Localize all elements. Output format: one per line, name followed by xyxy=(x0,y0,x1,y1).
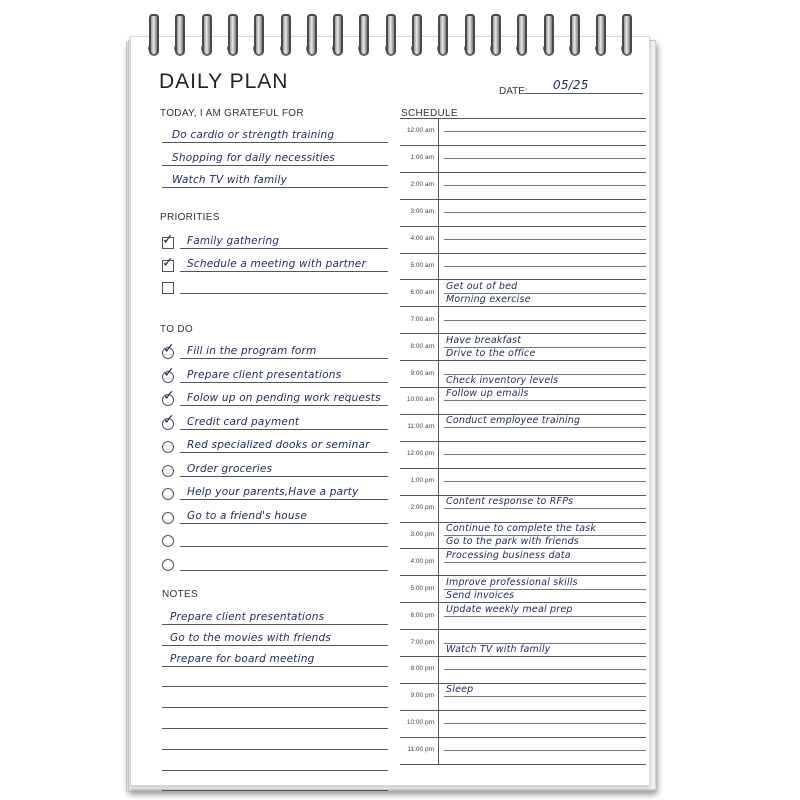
writing-line xyxy=(180,476,388,477)
hour-line xyxy=(400,226,646,227)
note-entry[interactable]: Prepare for board meeting xyxy=(170,652,315,665)
spiral-ring xyxy=(567,14,580,60)
wire-coil xyxy=(386,14,396,56)
spiral-ring xyxy=(619,14,632,60)
date-label: DATE: xyxy=(499,86,528,97)
writing-line xyxy=(180,570,388,571)
todo-entry[interactable]: Fill in the program form xyxy=(187,345,317,357)
wire-coil xyxy=(517,14,527,56)
hour-line xyxy=(400,172,646,173)
hour-label: 6:00 am xyxy=(410,288,434,296)
note-entry[interactable]: Prepare client presentations xyxy=(170,611,325,623)
planner-page xyxy=(130,36,650,786)
wire-coil xyxy=(307,14,317,56)
date-field[interactable]: 05/25 xyxy=(553,78,589,92)
wire-coil xyxy=(359,14,369,56)
half-hour-line xyxy=(444,400,646,401)
half-hour-line xyxy=(444,481,646,482)
schedule-entry[interactable]: Drive to the office xyxy=(446,348,536,360)
schedule-entry[interactable]: Get out of bed xyxy=(446,280,518,292)
schedule-entry[interactable]: Sleep xyxy=(446,684,474,696)
half-hour-line xyxy=(444,427,646,428)
writing-line xyxy=(180,452,388,453)
writing-line xyxy=(180,248,388,249)
schedule-entry[interactable]: Have breakfast xyxy=(446,334,522,346)
schedule-entry[interactable]: Send invoices xyxy=(446,590,515,602)
schedule-entry[interactable]: Follow up emails xyxy=(446,388,529,400)
todo-checkbox[interactable] xyxy=(162,465,174,477)
wire-coil xyxy=(491,14,501,56)
todo-checkbox[interactable] xyxy=(162,411,175,430)
schedule-entry[interactable]: Check inventory levels xyxy=(446,375,559,386)
half-hour-line xyxy=(444,669,646,670)
hour-line xyxy=(400,764,646,765)
priority-checkbox[interactable] xyxy=(162,232,174,249)
writing-line xyxy=(180,405,388,406)
writing-line xyxy=(180,271,388,272)
writing-line xyxy=(162,165,388,166)
todo-checkbox[interactable] xyxy=(162,364,175,383)
wire-coil xyxy=(570,14,580,56)
writing-line xyxy=(180,546,388,547)
wire-coil xyxy=(438,14,448,56)
checkmark-icon: ✓ xyxy=(163,388,175,404)
hour-line xyxy=(400,710,646,711)
wire-coil xyxy=(465,14,475,56)
hour-label: 7:00 am xyxy=(410,315,434,323)
spiral-ring xyxy=(409,14,422,60)
spiral-ring xyxy=(593,14,606,60)
todo-entry[interactable]: Help your parents,Have a party xyxy=(187,486,359,498)
schedule-entry[interactable]: Update weekly meal prep xyxy=(446,603,573,615)
schedule-entry[interactable]: Content response to RFPs xyxy=(446,496,574,508)
todo-entry[interactable]: Credit card payment xyxy=(187,415,300,428)
todo-checkbox[interactable] xyxy=(162,512,174,524)
half-hour-line xyxy=(444,696,646,697)
spiral-ring xyxy=(541,14,554,60)
spiral-ring xyxy=(462,14,475,60)
writing-line xyxy=(180,382,388,383)
hour-line xyxy=(400,737,646,738)
schedule-entry[interactable]: Improve professional skills xyxy=(446,576,578,588)
schedule-entry[interactable]: Processing business data xyxy=(446,549,571,561)
half-hour-line xyxy=(444,212,646,213)
hour-label: 11:00 pm xyxy=(407,746,434,754)
spiral-ring xyxy=(435,14,448,60)
todo-entry[interactable]: Order groceries xyxy=(187,462,273,475)
hour-label: 4:00 pm xyxy=(410,557,434,565)
hour-line xyxy=(400,656,646,657)
hour-label: 1:00 pm xyxy=(410,477,434,485)
half-hour-line xyxy=(444,562,646,563)
todo-checkbox[interactable] xyxy=(162,535,174,547)
schedule-entry[interactable]: Go to the park with friends xyxy=(446,536,579,548)
spiral-ring xyxy=(383,14,396,60)
writing-line xyxy=(162,707,388,708)
spiral-ring xyxy=(172,14,185,60)
writing-line xyxy=(180,358,388,359)
hour-label: 8:00 pm xyxy=(410,665,434,673)
hour-line xyxy=(400,360,646,361)
priorities-section-title: PRIORITIES xyxy=(160,212,220,223)
spiral-binding xyxy=(146,14,646,66)
writing-line xyxy=(162,790,388,791)
spiral-ring xyxy=(199,14,212,60)
writing-line xyxy=(180,523,388,524)
hour-label: 8:00 am xyxy=(410,342,434,350)
half-hour-line xyxy=(444,454,646,455)
writing-line xyxy=(162,645,388,646)
writing-line xyxy=(162,770,388,771)
todo-checkbox[interactable] xyxy=(162,441,174,453)
grateful-section-title: TODAY, I AM GRATEFUL FOR xyxy=(160,108,304,119)
hour-label: 12:00 pm xyxy=(406,450,434,458)
hour-label: 7:00 pm xyxy=(410,638,434,646)
hour-label: 10:00 pm xyxy=(406,719,434,727)
hour-line xyxy=(400,145,646,146)
hour-label: 5:00 pm xyxy=(410,584,434,592)
hour-line xyxy=(400,629,646,630)
writing-line xyxy=(162,728,388,729)
grateful-entry[interactable]: Do cardio or strength training xyxy=(172,129,335,141)
wire-coil xyxy=(622,14,632,56)
wire-coil xyxy=(544,14,554,56)
half-hour-line xyxy=(444,723,646,724)
wire-coil xyxy=(202,14,212,56)
wire-coil xyxy=(254,14,264,56)
schedule-entry[interactable]: Conduct employee training xyxy=(446,415,581,427)
grateful-entry[interactable]: Watch TV with family xyxy=(172,174,288,186)
hour-label: 12:00 am xyxy=(406,127,434,135)
hour-label: 2:00 am xyxy=(410,181,434,189)
schedule-top-line xyxy=(400,118,646,119)
half-hour-line xyxy=(444,131,646,132)
spiral-ring xyxy=(488,14,501,60)
spiral-ring xyxy=(514,14,527,60)
spiral-ring xyxy=(304,14,317,60)
writing-line xyxy=(162,749,388,750)
hour-label: 1:00 am xyxy=(410,154,434,162)
wire-coil xyxy=(228,14,238,56)
spiral-ring xyxy=(278,14,291,60)
hour-line xyxy=(400,199,646,200)
hour-line xyxy=(400,468,646,469)
todo-entry[interactable]: Red specialized dooks or seminar xyxy=(187,439,370,451)
page-title: DAILY PLAN xyxy=(159,70,289,93)
hour-label: 11:00 am xyxy=(407,423,434,431)
writing-line xyxy=(162,142,388,143)
half-hour-line xyxy=(444,616,646,617)
hour-label: 9:00 pm xyxy=(410,692,434,700)
note-entry[interactable]: Go to the movies with friends xyxy=(170,631,331,644)
todo-checkbox[interactable] xyxy=(162,488,174,500)
spiral-ring xyxy=(146,14,159,60)
hour-label: 10:00 am xyxy=(406,396,434,404)
writing-line xyxy=(180,293,388,294)
todo-checkbox[interactable] xyxy=(162,388,175,406)
wire-coil xyxy=(412,14,422,56)
wire-coil xyxy=(175,14,185,56)
hour-label: 9:00 am xyxy=(410,369,434,377)
wire-coil xyxy=(149,14,159,56)
half-hour-line xyxy=(444,750,646,751)
checkmark-icon: ✓ xyxy=(162,254,174,271)
spiral-ring xyxy=(251,14,264,60)
checkmark-icon: ✓ xyxy=(162,232,174,248)
hour-line xyxy=(400,253,646,254)
half-hour-line xyxy=(444,185,646,186)
priority-entry[interactable]: Schedule a meeting with partner xyxy=(187,257,366,270)
hour-line xyxy=(400,279,646,280)
hour-label: 2:00 pm xyxy=(410,504,434,512)
hour-line xyxy=(400,683,646,684)
date-field-line xyxy=(525,93,643,94)
writing-line xyxy=(180,499,388,500)
priority-checkbox[interactable] xyxy=(162,282,174,294)
wire-coil xyxy=(281,14,291,56)
half-hour-line xyxy=(444,508,646,509)
schedule-entry[interactable]: Morning exercise xyxy=(446,294,531,306)
writing-line xyxy=(162,666,388,667)
todo-section-title: TO DO xyxy=(160,324,193,335)
checkmark-icon: ✓ xyxy=(163,364,175,381)
half-hour-line xyxy=(444,239,646,240)
hour-line xyxy=(400,306,646,307)
writing-line xyxy=(162,624,388,625)
todo-checkbox[interactable] xyxy=(162,559,174,571)
hour-label: 3:00 am xyxy=(410,208,434,216)
priority-entry[interactable]: Family gathering xyxy=(187,235,280,247)
todo-entry[interactable]: Prepare client presentations xyxy=(187,368,342,381)
half-hour-line xyxy=(444,266,646,267)
todo-entry[interactable]: Folow up on pending work requests xyxy=(187,392,381,404)
spiral-ring xyxy=(330,14,343,60)
hour-label: 6:00 pm xyxy=(410,611,434,619)
schedule-entry[interactable]: Watch TV with family xyxy=(446,644,551,655)
todo-checkbox[interactable] xyxy=(162,341,175,359)
half-hour-line xyxy=(444,158,646,159)
priority-checkbox[interactable] xyxy=(162,254,174,272)
hour-label: 3:00 pm xyxy=(410,530,434,538)
checkmark-icon: ✓ xyxy=(163,411,175,428)
schedule-section-title: SCHEDULE xyxy=(401,108,458,119)
schedule-entry[interactable]: Continue to complete the task xyxy=(446,522,597,534)
todo-entry[interactable]: Go to a friend's house xyxy=(187,509,308,522)
hour-line xyxy=(400,441,646,442)
writing-line xyxy=(162,187,388,188)
writing-line xyxy=(162,686,388,687)
spiral-ring xyxy=(225,14,238,60)
checkmark-icon: ✓ xyxy=(163,341,175,357)
half-hour-line xyxy=(444,320,646,321)
writing-line xyxy=(180,429,388,430)
hour-line xyxy=(400,333,646,334)
spiral-ring xyxy=(356,14,369,60)
notes-section-title: NOTES xyxy=(162,589,198,600)
wire-coil xyxy=(333,14,343,56)
hour-label: 4:00 am xyxy=(410,235,434,243)
grateful-entry[interactable]: Shopping for daily necessities xyxy=(172,151,336,164)
hour-label: 5:00 am xyxy=(410,261,434,269)
wire-coil xyxy=(596,14,606,56)
